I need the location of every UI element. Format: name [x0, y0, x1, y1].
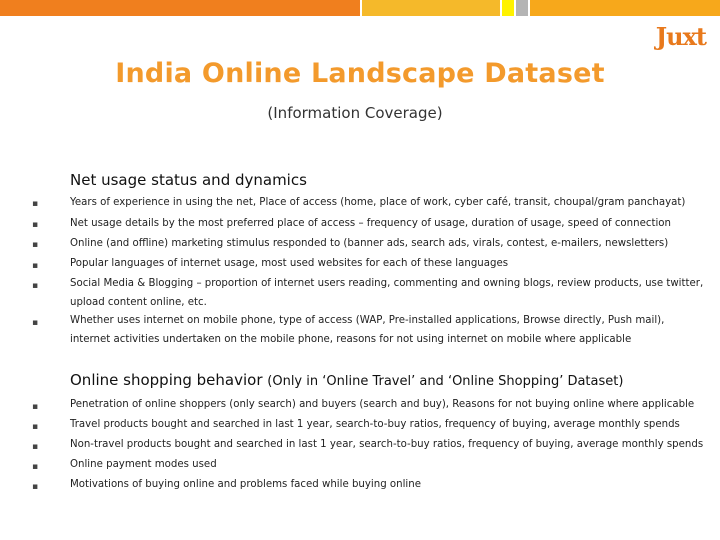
list-item [70, 395, 710, 414]
list-item-text: Whether uses internet on mobile phone, type of access (WAP, Pre-installed applications, Browse directly, Push mail), [70, 315, 665, 326]
juxt-logo: Juxt [655, 22, 706, 51]
page-title: India Online Landscape Dataset [115, 58, 605, 89]
bullet-marker: ▪ [32, 281, 39, 291]
bullet-marker: ▪ [32, 220, 39, 230]
bullet-marker: ▪ [32, 422, 39, 432]
bullet-marker: ▪ [32, 462, 39, 472]
list-item-text: Non-travel products bought and searched in last 1 year, search-to-buy ratios, frequency of buying, average monthly spends [70, 439, 704, 450]
list-item [70, 311, 710, 349]
color-bar-segment-gold [530, 0, 720, 16]
bullet-marker: ▪ [32, 482, 39, 492]
section-heading-text: Online shopping behavior [70, 371, 263, 389]
bullet-marker: ▪ [32, 318, 39, 328]
list-item-text: internet activities undertaken on the mobile phone, reasons for not using internet on mobile where applicable [70, 334, 632, 345]
list-item [70, 193, 710, 212]
list-item-text: Years of experience in using the net, Place of access (home, place of work, cyber café, transit, choupal/gram panchayat) [70, 197, 686, 208]
page-subtitle: (Information Coverage) [267, 104, 443, 122]
list-item-text: upload content online, etc. [70, 297, 207, 308]
list-item [70, 435, 710, 454]
color-bar-segment-orange [0, 0, 360, 16]
section-heading-net-usage [70, 171, 307, 189]
color-bar-segment-amber [362, 0, 500, 16]
color-bar-segment-gray [516, 0, 528, 16]
section-heading-online-shopping [70, 371, 623, 389]
list-item [70, 274, 710, 312]
section-heading-text: Net usage status and dynamics [70, 171, 307, 189]
list-item-text: Travel products bought and searched in last 1 year, search-to-buy ratios, frequency of buying, average monthly spends [70, 419, 680, 430]
color-bar-segment-yellow [502, 0, 514, 16]
list-item-text: Penetration of online shoppers (only search) and buyers (search and buy), Reasons for not buying online where applicable [70, 399, 695, 410]
bullet-marker: ▪ [32, 402, 39, 412]
list-item-text: Online (and offline) marketing stimulus responded to (banner ads, search ads, virals, contest, e-mailers, newsletters) [70, 238, 669, 249]
list-item [70, 455, 710, 474]
bullet-marker: ▪ [32, 199, 39, 209]
list-item-text: Net usage details by the most preferred place of access – frequency of usage, duration of usage, speed of connection [70, 218, 671, 229]
list-item-text: Motivations of buying online and problems faced while buying online [70, 479, 421, 490]
list-item [70, 254, 710, 273]
list-item [70, 234, 710, 253]
list-item-text: Popular languages of internet usage, most used websites for each of these languages [70, 258, 509, 269]
section-heading-note: (Only in ‘Online Travel’ and ‘Online Shopping’ Dataset) [267, 374, 624, 389]
bullet-marker: ▪ [32, 442, 39, 452]
list-item [70, 415, 710, 434]
bullet-marker: ▪ [32, 261, 39, 271]
list-item [70, 214, 710, 233]
list-item-text: Online payment modes used [70, 459, 217, 470]
list-item-text: Social Media & Blogging – proportion of internet users reading, commenting and owning blogs, review products, use twitter, [70, 278, 704, 289]
top-color-bar [0, 0, 720, 16]
list-item [70, 475, 710, 494]
bullet-marker: ▪ [32, 240, 39, 250]
